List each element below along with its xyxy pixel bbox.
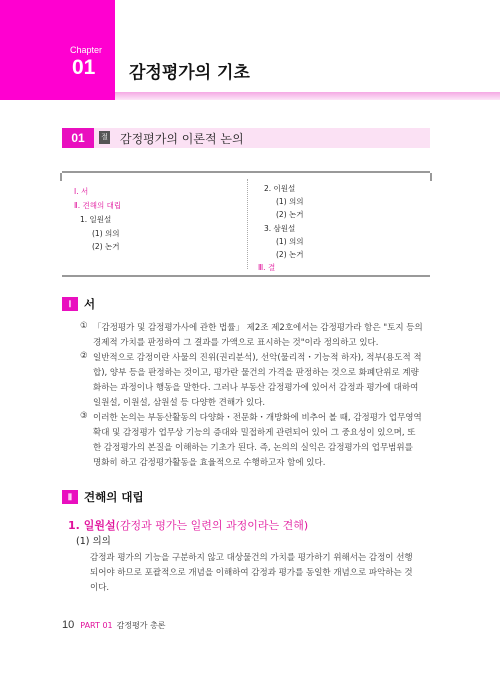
paragraph-line: 「감정평가 및 감정평가사에 관한 법률」 제2조 제2호에서는 감정평가라 함은 "토지 등의: [93, 323, 423, 333]
paragraph-line: 한 감정평가의 본질을 이해하는 기초가 된다. 즉, 논의의 실익은 감정평가의 업무범위를: [93, 443, 413, 453]
toc-divider: [247, 179, 248, 269]
paragraph-marker: ③: [80, 411, 88, 421]
chapter-label: Chapter: [70, 45, 103, 55]
chapter-divider: [115, 92, 500, 100]
toc-item: Ⅱ. 견해의 대립: [74, 201, 122, 210]
subheading-title: 일원설: [83, 519, 116, 532]
toc-item: (1) 의의: [276, 237, 304, 246]
paragraph-line: 화하는 과정이나 행동을 말한다. 그러나 부동산 감정평가에 있어서 감정과 평가에 대하여: [93, 383, 419, 393]
subheading-paren: (감정과 평가는 일련의 과정이라는 견해): [115, 519, 309, 532]
subsubheading-definition: (1) 의의: [76, 536, 111, 547]
paragraph-line: 경제적 가치를 판정하여 그 결과를 가액으로 표시하는 것"이라 정의하고 있다.: [93, 338, 379, 348]
subheading-monism: [68, 517, 308, 533]
section-number: 01: [62, 128, 94, 148]
section-title: 감정평가의 이론적 논의: [120, 132, 244, 146]
paragraph-line: 이러한 논의는 부동산활동의 다양화・전문화・개방화에 비추어 볼 때, 감정평가 업무영역: [93, 413, 422, 423]
section-bar: [62, 128, 430, 148]
toc-item: Ⅲ. 결: [258, 263, 276, 272]
paragraph-line: 일반적으로 감정이란 사물의 진위(권리분석), 선악(물리적・기능적 하자), 적부(용도적 적: [93, 353, 422, 363]
footer-title: 감정평가 총론: [116, 621, 166, 630]
chapter-title: 감정평가의 기초: [129, 63, 250, 83]
paragraph-line: 명화히 하고 감정평가활동을 효율적으로 수행하고자 함에 있다.: [93, 458, 326, 468]
toc-corner: [60, 173, 62, 181]
heading-text: 서: [84, 297, 96, 311]
toc-item: (1) 의의: [92, 229, 120, 238]
toc-box: [62, 171, 430, 277]
toc-item: (1) 의의: [276, 197, 304, 206]
heading-intro: [62, 296, 95, 312]
toc-item: (2) 논거: [92, 242, 120, 251]
chapter-banner: [0, 0, 115, 100]
toc-item: 3. 삼원설: [264, 224, 296, 233]
heading-text: 견해의 대립: [84, 490, 144, 504]
paragraph-line: 일원설, 이원설, 삼원설 등 다양한 견해가 있다.: [93, 398, 266, 408]
subheading-number: 1.: [68, 519, 80, 532]
heading-number-box: Ⅱ: [62, 490, 78, 504]
paragraph-line: 감정과 평가의 기능을 구분하지 않고 대상물건의 가치를 평가하기 위해서는 감정이 선행: [90, 553, 413, 563]
paragraph-line: 되어야 하므로 포괄적으로 개념을 이해하여 감정과 평가를 동일한 개념으로 파악하는 것: [90, 568, 413, 578]
page-footer: [62, 619, 166, 631]
paragraph-marker: ②: [80, 351, 88, 361]
heading-views: [62, 489, 144, 505]
paragraph-line: 확대 및 감정평가 업무상 기능의 증대와 밀접하게 관련되어 있어 그 중요성이 있으며, 또: [93, 428, 416, 438]
toc-item: Ⅰ. 서: [74, 187, 89, 196]
chapter-number: 01: [72, 56, 96, 79]
heading-number-box: Ⅰ: [62, 297, 78, 311]
toc-item: 2. 이원설: [264, 184, 296, 193]
toc-item: 1. 일원설: [80, 215, 112, 224]
toc-item: (2) 논거: [276, 210, 304, 219]
paragraph-line: 합), 양부 등을 판정하는 것이고, 평가란 물건의 가격을 판정하는 것으로 화폐단위로 계량: [93, 368, 419, 378]
toc-corner: [430, 173, 432, 181]
footer-part: PART 01: [80, 621, 113, 630]
paragraph-marker: ①: [80, 321, 88, 331]
page-number: 10: [62, 619, 75, 631]
section-mark: 절: [99, 131, 110, 144]
paragraph-line: 이다.: [90, 583, 110, 593]
toc-item: (2) 논거: [276, 250, 304, 259]
